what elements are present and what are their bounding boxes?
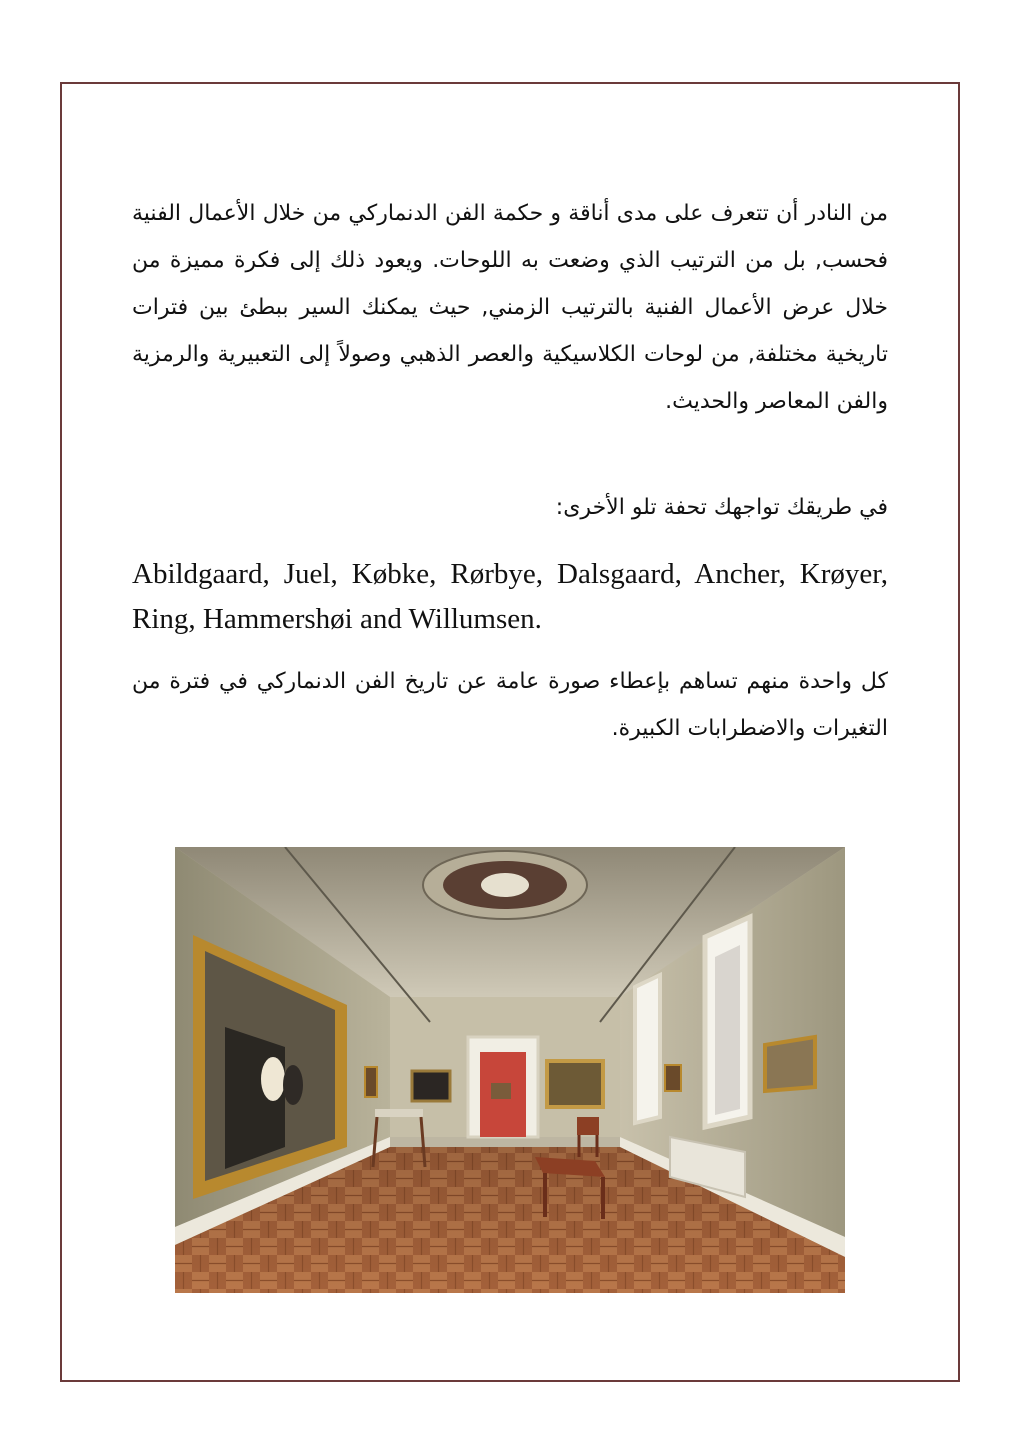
lead-paragraph: في طريقك تواجهك تحفة تلو الأخرى: (555, 495, 888, 520)
intro-paragraph: من النادر أن تتعرف على مدى أناقة و حكمة الفن الدنماركي من خلال الأعمال الفنية فحسب, بل من الترتيب الذي وضعت به اللوحات. ويعود ذلك إلى فكرة مميزة من خلال عرض الأعمال الفنية بالترتيب الزمني, حيث يمكنك السير ببطئ بين فترات تاريخية مختلفة, من لوحات الكلاسيكية والعصر الذهبي وصولاً إلى التعبيرية والرمزية والفن المعاصر والحديث. (132, 201, 888, 414)
artists-list: Abildgaard, Juel, Købke, Rørbye, Dalsgaard, Ancher, Krøyer, Ring, Hammershøi and Willumsen. (132, 558, 888, 635)
closing-paragraph: كل واحدة منهم تساهم بإعطاء صورة عامة عن تاريخ الفن الدنماركي في فترة من التغيرات والاضطرابات الكبيرة. (132, 669, 888, 741)
gallery-photo (175, 847, 845, 1293)
